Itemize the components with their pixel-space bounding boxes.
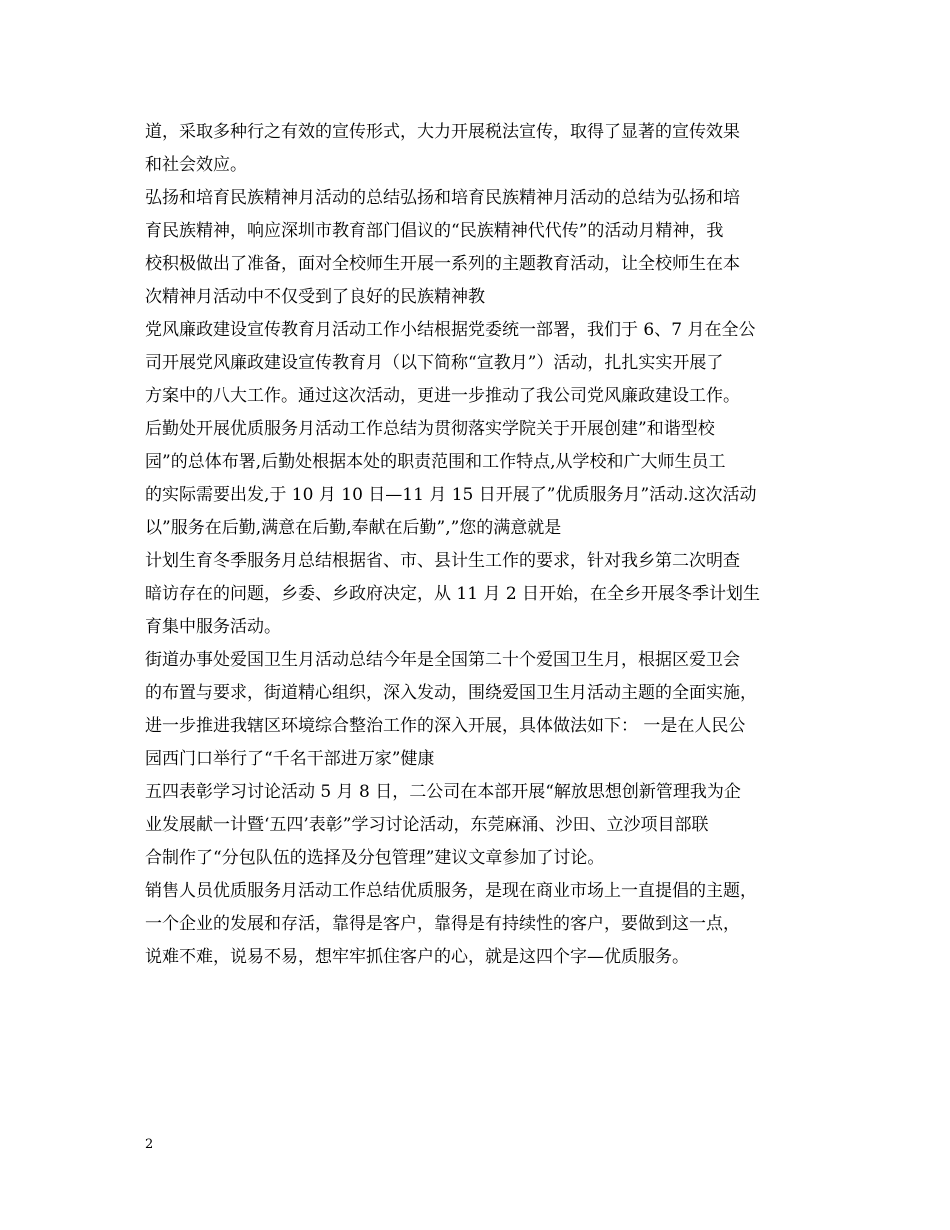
text-line: 合制作了“分包队伍的选择及分包管理”建议文章参加了讨论。: [145, 848, 605, 868]
text-line: 的布置与要求，街道精心组织，深入发动，围绕爱国卫生月活动主题的全面实施，: [145, 683, 757, 703]
text-line: 暗访存在的问题，乡委、乡政府决定，从 11 月 2 日开始，在全乡开展冬季计划生: [145, 584, 761, 604]
text-line: 育民族精神，响应深圳市教育部门倡议的“民族精神代代传”的活动月精神，我: [145, 221, 724, 241]
text-line: 说难不难，说易不易，想牢牢抓住客户的心，就是这四个字—优质服务。: [145, 947, 689, 967]
text-line: 次精神月活动中不仅受到了良好的民族精神教: [145, 287, 485, 307]
text-line: 和社会效应。: [145, 155, 247, 175]
text-line: 后勤处开展优质服务月活动工作总结为贯彻落实学院关于开展创建”和谐型校: [145, 419, 715, 439]
body-text: [145, 116, 815, 974]
text-line: 街道办事处爱国卫生月活动总结今年是全国第二十个爱国卫生月，根据区爱卫会: [145, 650, 740, 670]
text-line: 方案中的八大工作。通过这次活动，更进一步推动了我公司党风廉政建设工作。: [145, 386, 740, 406]
text-line: 五四表彰学习讨论活动 5 月 8 日，二公司在本部开展“解放思想创新管理我为企: [145, 782, 741, 802]
text-line: 业发展献一计暨‘五四’表彰”学习讨论活动，东莞麻涌、沙田、立沙项目部联: [145, 815, 709, 835]
text-line: 一个企业的发展和存活，靠得是客户，靠得是有持续性的客户，要做到这一点，: [145, 914, 740, 934]
text-line: 党风廉政建设宣传教育月活动工作小结根据党委统一部署，我们于 6、7 月在全公: [145, 320, 756, 340]
page-number: 2: [145, 1137, 154, 1152]
text-line: 校积极做出了准备，面对全校师生开展一系列的主题教育活动，让全校师生在本: [145, 254, 740, 274]
text-line: 销售人员优质服务月活动工作总结优质服务，是现在商业市场上一直提倡的主题，: [145, 881, 757, 901]
text-line: 园西门口举行了“千名干部进万家”健康: [145, 749, 435, 769]
text-line: 以”服务在后勤,满意在后勤,奉献在后勤”,”您的满意就是: [145, 518, 562, 538]
text-line: 道，采取多种行之有效的宣传形式，大力开展税法宣传，取得了显著的宣传效果: [145, 122, 740, 142]
text-line: 司开展党风廉政建设宣传教育月（以下简称“宣教月”）活动，扎扎实实开展了: [145, 353, 724, 373]
text-line: 弘扬和培育民族精神月活动的总结弘扬和培育民族精神月活动的总结为弘扬和培: [145, 188, 740, 208]
text-line: 育集中服务活动。: [145, 617, 281, 637]
text-line: 的实际需要出发,于 10 月 10 日—11 月 15 日开展了”优质服务月”活动.这次活动: [145, 485, 757, 505]
text-line: 计划生育冬季服务月总结根据省、市、县计生工作的要求，针对我乡第二次明查: [145, 551, 740, 571]
text-line: 进一步推进我辖区环境综合整治工作的深入开展，具体做法如下： 一是在人民公: [145, 716, 746, 736]
text-line: 园”的总体布署,后勤处根据本处的职责范围和工作特点,从学校和广大师生员工: [145, 452, 726, 472]
